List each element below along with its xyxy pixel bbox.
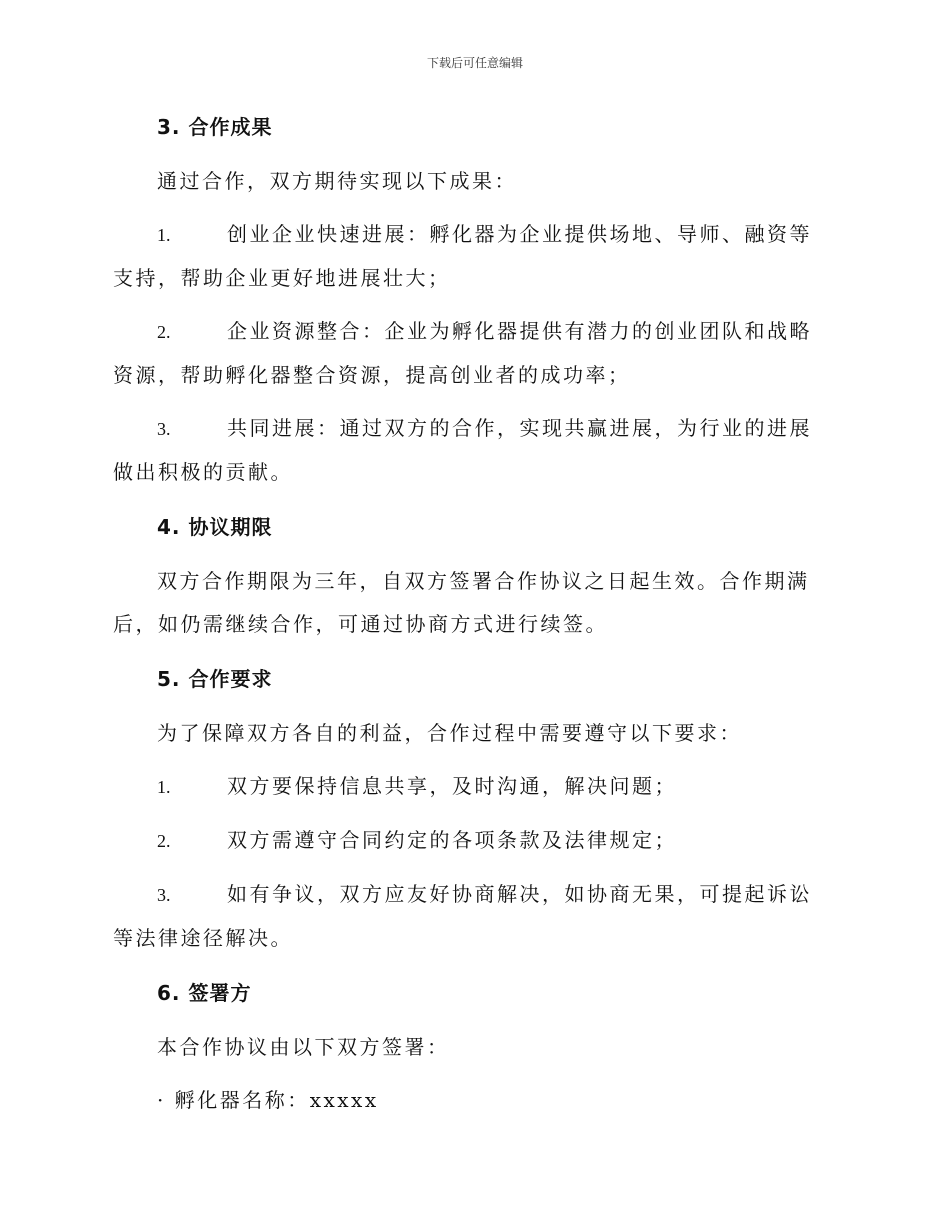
document-body — [113, 108, 833, 1122]
item-text: 共同进展：通过双方的合作，实现共赢进展，为行业的进展做出积极的贡献。 — [113, 416, 812, 484]
section-4-body: 双方合作期限为三年，自双方签署合作协议之日起生效。合作期满后，如仍需继续合作，可通过协商方式进行续签。 — [113, 569, 810, 636]
section-5-intro: 为了保障双方各自的利益，合作过程中需要遵守以下要求： — [157, 721, 742, 745]
section-3-title: 3. 合作成果 — [157, 115, 273, 139]
section-5-item-2 — [113, 819, 833, 863]
item-text: 如有争议，双方应友好协商解决，如协商无果，可提起诉讼等法律途径解决。 — [113, 882, 812, 950]
item-number: 2. — [157, 831, 171, 851]
item-text: 双方要保持信息共享，及时沟通，解决问题； — [227, 774, 677, 798]
item-number: 3. — [157, 419, 171, 439]
section-3-item-2 — [113, 310, 833, 397]
section-6-title: 6. 签署方 — [157, 981, 252, 1005]
section-3-item-3 — [113, 407, 833, 494]
section-5-item-3 — [113, 873, 833, 960]
item-text: 企业资源整合：企业为孵化器提供有潜力的创业团队和战略资源，帮助孵化器整合资源，提高创业者的成功率； — [113, 319, 812, 387]
page-header: 下载后可任意编辑 — [426, 56, 523, 70]
incubator-name-line: · 孵化器名称：xxxxx — [157, 1088, 379, 1112]
item-number: 3. — [157, 885, 171, 905]
item-number: 1. — [157, 777, 171, 797]
item-number: 2. — [157, 322, 171, 342]
item-text: 创业企业快速进展：孵化器为企业提供场地、导师、融资等支持，帮助企业更好地进展壮大； — [113, 222, 812, 290]
item-text: 双方需遵守合同约定的各项条款及法律规定； — [227, 828, 677, 852]
section-6-intro: 本合作协议由以下双方签署： — [157, 1035, 450, 1059]
section-3-intro: 通过合作，双方期待实现以下成果： — [157, 169, 517, 193]
section-5-title: 5. 合作要求 — [157, 667, 273, 691]
item-number: 1. — [157, 225, 171, 245]
section-3-item-1 — [113, 213, 833, 300]
section-4-title: 4. 协议期限 — [157, 515, 273, 539]
section-5-item-1 — [113, 765, 833, 809]
